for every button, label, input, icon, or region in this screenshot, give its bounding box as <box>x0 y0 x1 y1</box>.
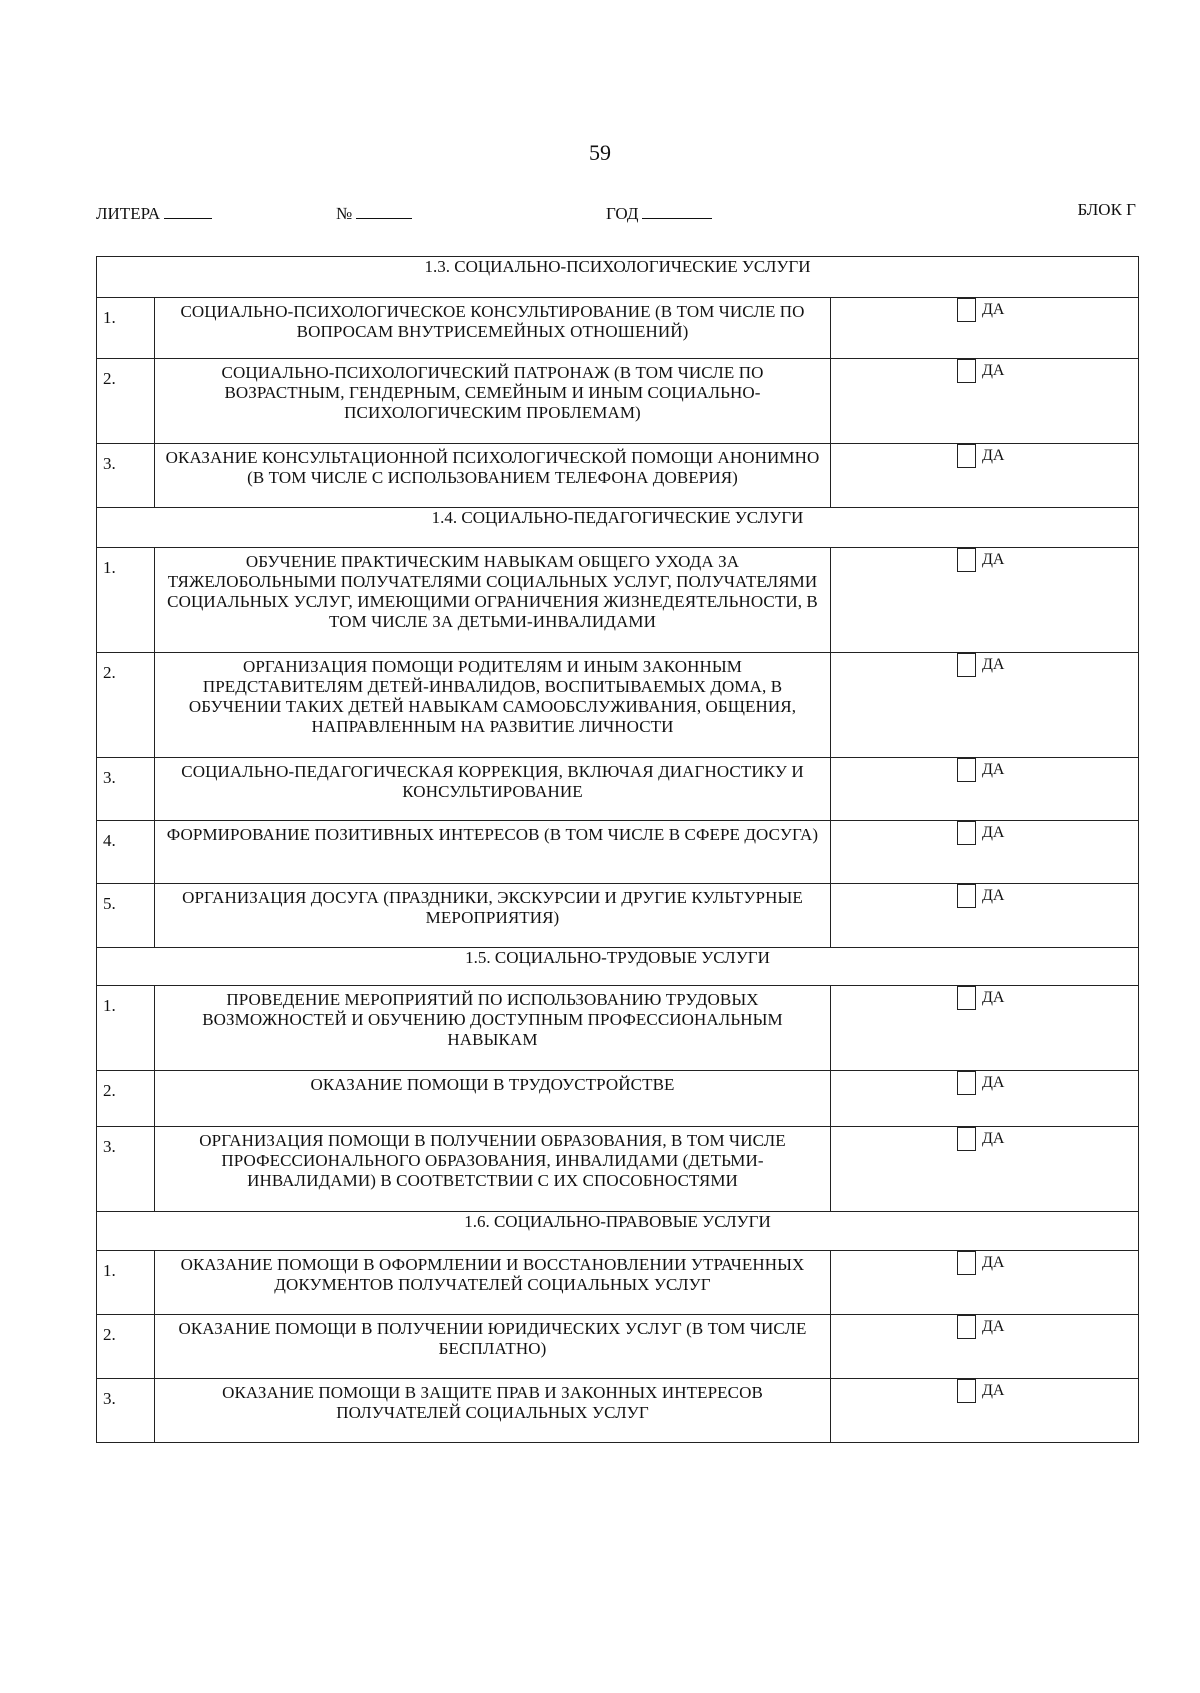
litera-input[interactable] <box>164 200 212 219</box>
service-row <box>97 1315 1139 1379</box>
yes-label: ДА <box>982 989 1005 1006</box>
service-description: ОКАЗАНИЕ ПОМОЩИ В ТРУДОУСТРОЙСТВЕ <box>155 1071 831 1127</box>
service-description: ОКАЗАНИЕ ПОМОЩИ В ПОЛУЧЕНИИ ЮРИДИЧЕСКИХ УСЛУГ (В ТОМ ЧИСЛЕ БЕСПЛАТНО) <box>155 1315 831 1379</box>
service-row <box>97 444 1139 508</box>
yes-checkbox[interactable] <box>957 298 976 322</box>
section-title: 1.6. СОЦИАЛЬНО-ПРАВОВЫЕ УСЛУГИ <box>97 1212 1139 1251</box>
item-number: 2. <box>97 1315 155 1379</box>
number-label: № <box>336 204 353 223</box>
service-row <box>97 884 1139 948</box>
item-number: 3. <box>97 444 155 508</box>
section-header-row <box>97 948 1139 986</box>
services-table-body <box>97 257 1139 1443</box>
section-title: 1.5. СОЦИАЛЬНО-ТРУДОВЫЕ УСЛУГИ <box>97 948 1139 986</box>
answer-cell <box>831 1251 1139 1315</box>
yes-label: ДА <box>982 824 1005 841</box>
service-description: ПРОВЕДЕНИЕ МЕРОПРИЯТИЙ ПО ИСПОЛЬЗОВАНИЮ ТРУДОВЫХ ВОЗМОЖНОСТЕЙ И ОБУЧЕНИЮ ДОСТУПНЫМ ПРОФЕССИОНАЛЬНЫМ НАВЫКАМ <box>155 986 831 1071</box>
answer-cell <box>831 986 1139 1071</box>
answer-cell <box>831 1315 1139 1379</box>
yes-label: ДА <box>982 1254 1005 1271</box>
section-header-row <box>97 257 1139 298</box>
item-number: 5. <box>97 884 155 948</box>
answer-cell <box>831 1071 1139 1127</box>
service-row <box>97 1251 1139 1315</box>
yes-label: ДА <box>982 1074 1005 1091</box>
year-field <box>606 200 712 224</box>
answer-cell <box>831 884 1139 948</box>
item-number: 2. <box>97 1071 155 1127</box>
section-title: 1.4. СОЦИАЛЬНО-ПЕДАГОГИЧЕСКИЕ УСЛУГИ <box>97 508 1139 548</box>
yes-checkbox[interactable] <box>957 1251 976 1275</box>
service-description: ОРГАНИЗАЦИЯ ПОМОЩИ В ПОЛУЧЕНИИ ОБРАЗОВАНИЯ, В ТОМ ЧИСЛЕ ПРОФЕССИОНАЛЬНОГО ОБРАЗОВАНИЯ, ИНВАЛИДАМИ (ДЕТЬМИ-ИНВАЛИДАМИ) В СООТВЕТСТВИИ С ИХ СПОСОБНОСТЯМИ <box>155 1127 831 1212</box>
answer-cell <box>831 359 1139 444</box>
yes-label: ДА <box>982 447 1005 464</box>
item-number: 3. <box>97 1127 155 1212</box>
yes-checkbox[interactable] <box>957 1071 976 1095</box>
yes-label: ДА <box>982 887 1005 904</box>
yes-label: ДА <box>982 301 1005 318</box>
form-header <box>96 200 1136 226</box>
yes-label: ДА <box>982 1318 1005 1335</box>
yes-label: ДА <box>982 761 1005 778</box>
page-number: 59 <box>589 140 611 165</box>
service-row <box>97 548 1139 653</box>
item-number: 3. <box>97 1379 155 1443</box>
service-row <box>97 758 1139 821</box>
number-input[interactable] <box>356 200 412 219</box>
yes-checkbox[interactable] <box>957 1127 976 1151</box>
service-description: СОЦИАЛЬНО-ПСИХОЛОГИЧЕСКОЕ КОНСУЛЬТИРОВАНИЕ (В ТОМ ЧИСЛЕ ПО ВОПРОСАМ ВНУТРИСЕМЕЙНЫХ ОТНОШЕНИЙ) <box>155 298 831 359</box>
yes-checkbox[interactable] <box>957 359 976 383</box>
yes-checkbox[interactable] <box>957 444 976 468</box>
number-field <box>336 200 412 224</box>
service-description: ОРГАНИЗАЦИЯ ПОМОЩИ РОДИТЕЛЯМ И ИНЫМ ЗАКОННЫМ ПРЕДСТАВИТЕЛЯМ ДЕТЕЙ-ИНВАЛИДОВ, ВОСПИТЫВАЕМЫХ ДОМА, В ОБУЧЕНИИ ТАКИХ ДЕТЕЙ НАВЫКАМ САМООБСЛУЖИВАНИЯ, ОБЩЕНИЯ, НАПРАВЛЕННЫМ НА РАЗВИТИЕ ЛИЧНОСТИ <box>155 653 831 758</box>
yes-checkbox[interactable] <box>957 758 976 782</box>
service-description: СОЦИАЛЬНО-ПСИХОЛОГИЧЕСКИЙ ПАТРОНАЖ (В ТОМ ЧИСЛЕ ПО ВОЗРАСТНЫМ, ГЕНДЕРНЫМ, СЕМЕЙНЫМ И ИНЫМ СОЦИАЛЬНО-ПСИХОЛОГИЧЕСКИМ ПРОБЛЕМАМ) <box>155 359 831 444</box>
answer-cell <box>831 444 1139 508</box>
yes-checkbox[interactable] <box>957 986 976 1010</box>
year-label: ГОД <box>606 204 639 223</box>
item-number: 2. <box>97 653 155 758</box>
litera-field <box>96 200 212 224</box>
yes-checkbox[interactable] <box>957 1315 976 1339</box>
service-row <box>97 653 1139 758</box>
answer-cell <box>831 548 1139 653</box>
service-description: ОБУЧЕНИЕ ПРАКТИЧЕСКИМ НАВЫКАМ ОБЩЕГО УХОДА ЗА ТЯЖЕЛОБОЛЬНЫМИ ПОЛУЧАТЕЛЯМИ СОЦИАЛЬНЫХ УСЛУГ, ПОЛУЧАТЕЛЯМИ СОЦИАЛЬНЫХ УСЛУГ, ИМЕЮЩИМИ ОГРАНИЧЕНИЯ ЖИЗНЕДЕЯТЕЛЬНОСТИ, В ТОМ ЧИСЛЕ ЗА ДЕТЬМИ-ИНВАЛИДАМИ <box>155 548 831 653</box>
service-description: ОКАЗАНИЕ ПОМОЩИ В ОФОРМЛЕНИИ И ВОССТАНОВЛЕНИИ УТРАЧЕННЫХ ДОКУМЕНТОВ ПОЛУЧАТЕЛЕЙ СОЦИАЛЬНЫХ УСЛУГ <box>155 1251 831 1315</box>
yes-checkbox[interactable] <box>957 1379 976 1403</box>
item-number: 1. <box>97 1251 155 1315</box>
answer-cell <box>831 1127 1139 1212</box>
item-number: 4. <box>97 821 155 884</box>
service-row <box>97 298 1139 359</box>
answer-cell <box>831 653 1139 758</box>
service-row <box>97 359 1139 444</box>
section-header-row <box>97 508 1139 548</box>
section-header-row <box>97 1212 1139 1251</box>
service-row <box>97 821 1139 884</box>
litera-label: ЛИТЕРА <box>96 204 161 223</box>
service-row <box>97 986 1139 1071</box>
item-number: 1. <box>97 986 155 1071</box>
yes-checkbox[interactable] <box>957 548 976 572</box>
yes-checkbox[interactable] <box>957 884 976 908</box>
service-row <box>97 1071 1139 1127</box>
answer-cell <box>831 1379 1139 1443</box>
service-row <box>97 1127 1139 1212</box>
yes-checkbox[interactable] <box>957 653 976 677</box>
year-input[interactable] <box>642 200 712 219</box>
item-number: 1. <box>97 298 155 359</box>
yes-label: ДА <box>982 362 1005 379</box>
service-row <box>97 1379 1139 1443</box>
item-number: 3. <box>97 758 155 821</box>
answer-cell <box>831 298 1139 359</box>
yes-label: ДА <box>982 1382 1005 1399</box>
service-description: ОКАЗАНИЕ КОНСУЛЬТАЦИОННОЙ ПСИХОЛОГИЧЕСКОЙ ПОМОЩИ АНОНИМНО (В ТОМ ЧИСЛЕ С ИСПОЛЬЗОВАНИЕМ ТЕЛЕФОНА ДОВЕРИЯ) <box>155 444 831 508</box>
section-title: 1.3. СОЦИАЛЬНО-ПСИХОЛОГИЧЕСКИЕ УСЛУГИ <box>97 257 1139 298</box>
yes-label: ДА <box>982 551 1005 568</box>
service-description: ФОРМИРОВАНИЕ ПОЗИТИВНЫХ ИНТЕРЕСОВ (В ТОМ ЧИСЛЕ В СФЕРЕ ДОСУГА) <box>155 821 831 884</box>
service-description: СОЦИАЛЬНО-ПЕДАГОГИЧЕСКАЯ КОРРЕКЦИЯ, ВКЛЮЧАЯ ДИАГНОСТИКУ И КОНСУЛЬТИРОВАНИЕ <box>155 758 831 821</box>
yes-checkbox[interactable] <box>957 821 976 845</box>
yes-label: ДА <box>982 656 1005 673</box>
service-description: ОКАЗАНИЕ ПОМОЩИ В ЗАЩИТЕ ПРАВ И ЗАКОННЫХ ИНТЕРЕСОВ ПОЛУЧАТЕЛЕЙ СОЦИАЛЬНЫХ УСЛУГ <box>155 1379 831 1443</box>
item-number: 2. <box>97 359 155 444</box>
services-table <box>96 256 1139 1443</box>
service-description: ОРГАНИЗАЦИЯ ДОСУГА (ПРАЗДНИКИ, ЭКСКУРСИИ И ДРУГИЕ КУЛЬТУРНЫЕ МЕРОПРИЯТИЯ) <box>155 884 831 948</box>
yes-label: ДА <box>982 1130 1005 1147</box>
item-number: 1. <box>97 548 155 653</box>
block-label: БЛОК Г <box>1077 200 1136 219</box>
answer-cell <box>831 758 1139 821</box>
answer-cell <box>831 821 1139 884</box>
